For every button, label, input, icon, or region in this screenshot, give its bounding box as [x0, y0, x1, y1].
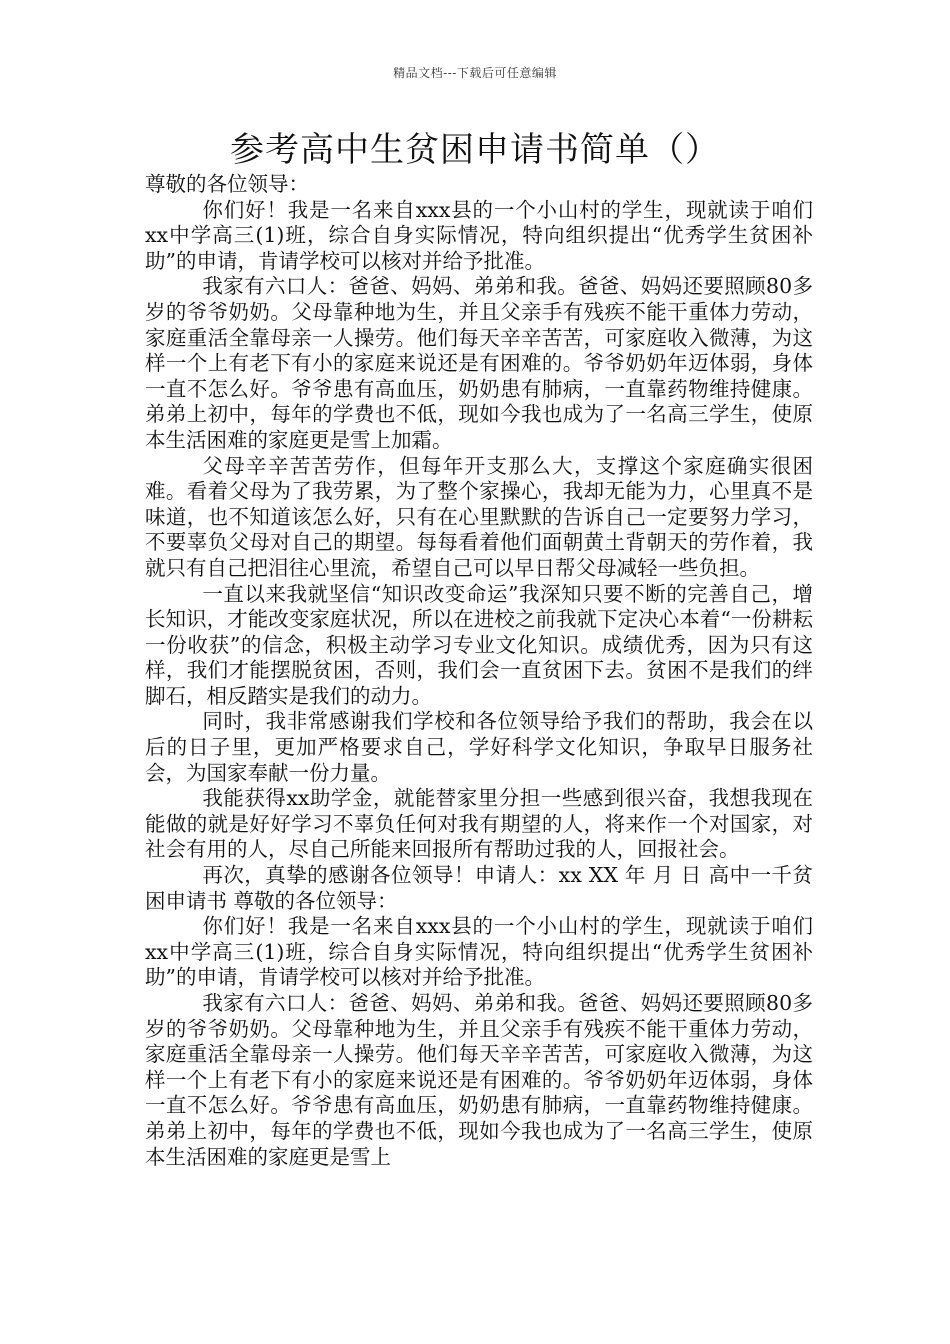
- page-header: 精品文档---下载后可任意编辑: [393, 66, 557, 80]
- closing-paragraph: 再次，真挚的感谢各位领导！申请人：xx XX 年 月 日 高中一千贫困申请书 尊敬的各位领导：: [145, 863, 813, 913]
- salutation: 尊敬的各位领导：: [145, 172, 309, 196]
- body-paragraph: 我家有六口人：爸爸、妈妈、弟弟和我。爸爸、妈妈还要照顾80多岁的爷爷奶奶。父母靠种地为生，并且父亲手有残疾不能干重体力劳动，家庭重活全靠母亲一人操劳。他们每天辛辛苦苦，可家庭收入微薄，为这样一个上有老下有小的家庭来说还是有困难的。爷爷奶奶年迈体弱，身体一直不怎么好。爷爷患有高血压，奶奶患有肺病，一直靠药物维持健康。弟弟上初中，每年的学费也不低，现如今我也成为了一名高三学生，使原本生活困难的家庭更是雪上: [145, 991, 813, 1169]
- body-paragraph: 同时，我非常感谢我们学校和各位领导给予我们的帮助，我会在以后的日子里，更加严格要求自己，学好科学文化知识，争取早日服务社会，为国家奉献一份力量。: [145, 709, 813, 785]
- body-paragraph: 你们好！我是一名来自xxx县的一个小山村的学生，现就读于咱们xx中学高三(1)班，综合自身实际情况，特向组织提出“优秀学生贫困补助”的申请，肯请学校可以核对并给予批准。: [145, 914, 813, 990]
- body-paragraph: 你们好！我是一名来自xxx县的一个小山村的学生，现就读于咱们xx中学高三(1)班，综合自身实际情况，特向组织提出“优秀学生贫困补助”的申请，肯请学校可以核对并给予批准。: [145, 197, 813, 273]
- body-paragraph: 我家有六口人：爸爸、妈妈、弟弟和我。爸爸、妈妈还要照顾80多岁的爷爷奶奶。父母靠种地为生，并且父亲手有残疾不能干重体力劳动，家庭重活全靠母亲一人操劳。他们每天辛辛苦苦，可家庭收入微薄，为这样一个上有老下有小的家庭来说还是有困难的。爷爷奶奶年迈体弱，身体一直不怎么好。爷爷患有高血压，奶奶患有肺病，一直靠药物维持健康。弟弟上初中，每年的学费也不低，现如今我也成为了一名高三学生，使原本生活困难的家庭更是雪上加霜。: [145, 274, 813, 452]
- body-paragraph: 我能获得xx助学金，就能替家里分担一些感到很兴奋，我想我现在能做的就是好好学习不辜负任何对我有期望的人，将来作一个对国家，对社会有用的人，尽自己所能来回报所有帮助过我的人，回报社会。: [145, 786, 813, 862]
- body-paragraph: 一直以来我就坚信“知识改变命运”我深知只要不断的完善自己，增长知识，才能改变家庭状况，所以在进校之前我就下定决心本着“一份耕耘一份收获”的信念，积极主动学习专业文化知识。成绩优秀，因为只有这样，我们才能摆脱贫困，否则，我们会一直贫困下去。贫困不是我们的绊脚石，相反踏实是我们的动力。: [145, 581, 813, 708]
- document-title: 参考高中生贫困申请书简单（）: [230, 130, 720, 170]
- body-paragraph: 父母辛辛苦苦劳作，但每年开支那么大，支撑这个家庭确实很困难。看着父母为了我劳累，为了整个家操心，我却无能为力，心里真不是味道，也不知道该怎么好，只有在心里默默的告诉自己一定要努力学习，不要辜负父母对自己的期望。每每看着他们面朝黄土背朝天的劳作着，我就只有自己把泪往心里流，希望自己可以早日帮父母减轻一些负担。: [145, 453, 813, 580]
- document-body: [145, 172, 813, 1170]
